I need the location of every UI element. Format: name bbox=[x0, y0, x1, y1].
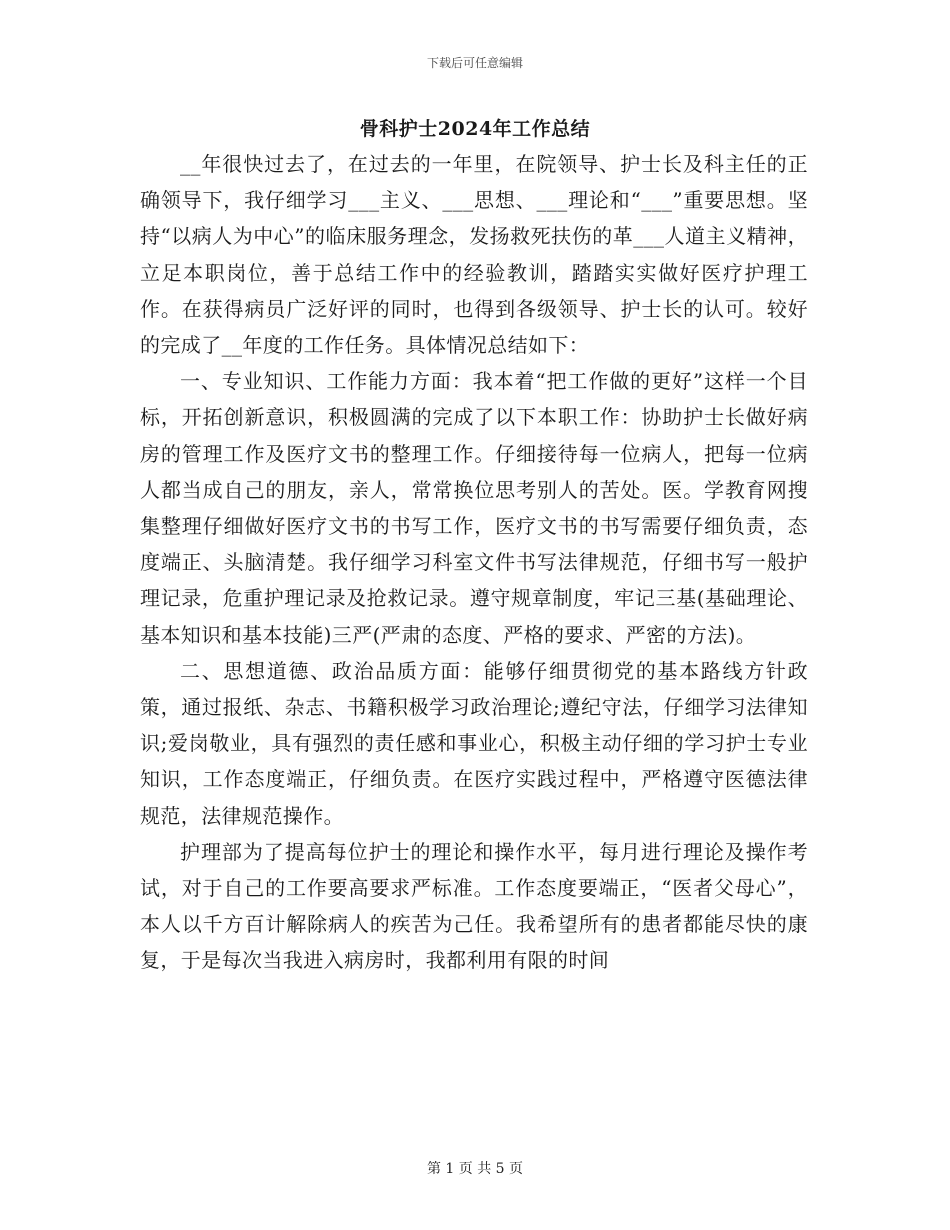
page-header-note: 下载后可任意编辑 bbox=[426, 56, 523, 70]
document-body bbox=[140, 146, 808, 979]
paragraph-intro: __年很快过去了，在过去的一年里，在院领导、护士长及科主任的正确领导下，我仔细学习___主义、___思想、___理论和“___”重要思想。坚持“以病人为中心”的临床服务理念，发扬救死扶伤的革___人道主义精神，立足本职岗位，善于总结工作中的经验教训，踏踏实实做好医疗护理工作。在获得病员广泛好评的同时，也得到各级领导、护士长的认可。较好的完成了__年度的工作任务。具体情况总结如下： bbox=[140, 152, 808, 358]
page-number: 第 1 页 共 5 页 bbox=[426, 1161, 524, 1177]
paragraph-ethics-politics: 二、思想道德、政治品质方面：能够仔细贯彻党的基本路线方针政策，通过报纸、杂志、书籍积极学习政治理论;遵纪守法，仔细学习法律知识;爱岗敬业，具有强烈的责任感和事业心，积极主动仔细的学习护士专业知识，工作态度端正，仔细负责。在医疗实践过程中，严格遵守医德法律规范，法律规范操作。 bbox=[140, 658, 808, 828]
paragraph-professional-skills: 一、专业知识、工作能力方面：我本着“把工作做的更好”这样一个目标，开拓创新意识，积极圆满的完成了以下本职工作：协助护士长做好病房的管理工作及医疗文书的整理工作。仔细接待每一位病人，把每一位病人都当成自己的朋友，亲人，常常换位思考别人的苦处。医。学教育网搜集整理仔细做好医疗文书的书写工作，医疗文书的书写需要仔细负责，态度端正、头脑清楚。我仔细学习科室文件书写法律规范，仔细书写一般护理记录，危重护理记录及抢救记录。遵守规章制度，牢记三基(基础理论、基本知识和基本技能)三严(严肃的态度、严格的要求、严密的方法)。 bbox=[140, 369, 808, 647]
document-title: 骨科护士2024年工作总结 bbox=[359, 118, 591, 140]
paragraph-nursing-training: 护理部为了提高每位护士的理论和操作水平，每月进行理论及操作考试，对于自己的工作要高要求严标准。工作态度要端正，“医者父母心”，本人以千方百计解除病人的疾苦为己任。我希望所有的患者都能尽快的康复，于是每次当我进入病房时，我都利用有限的时间 bbox=[140, 839, 808, 973]
